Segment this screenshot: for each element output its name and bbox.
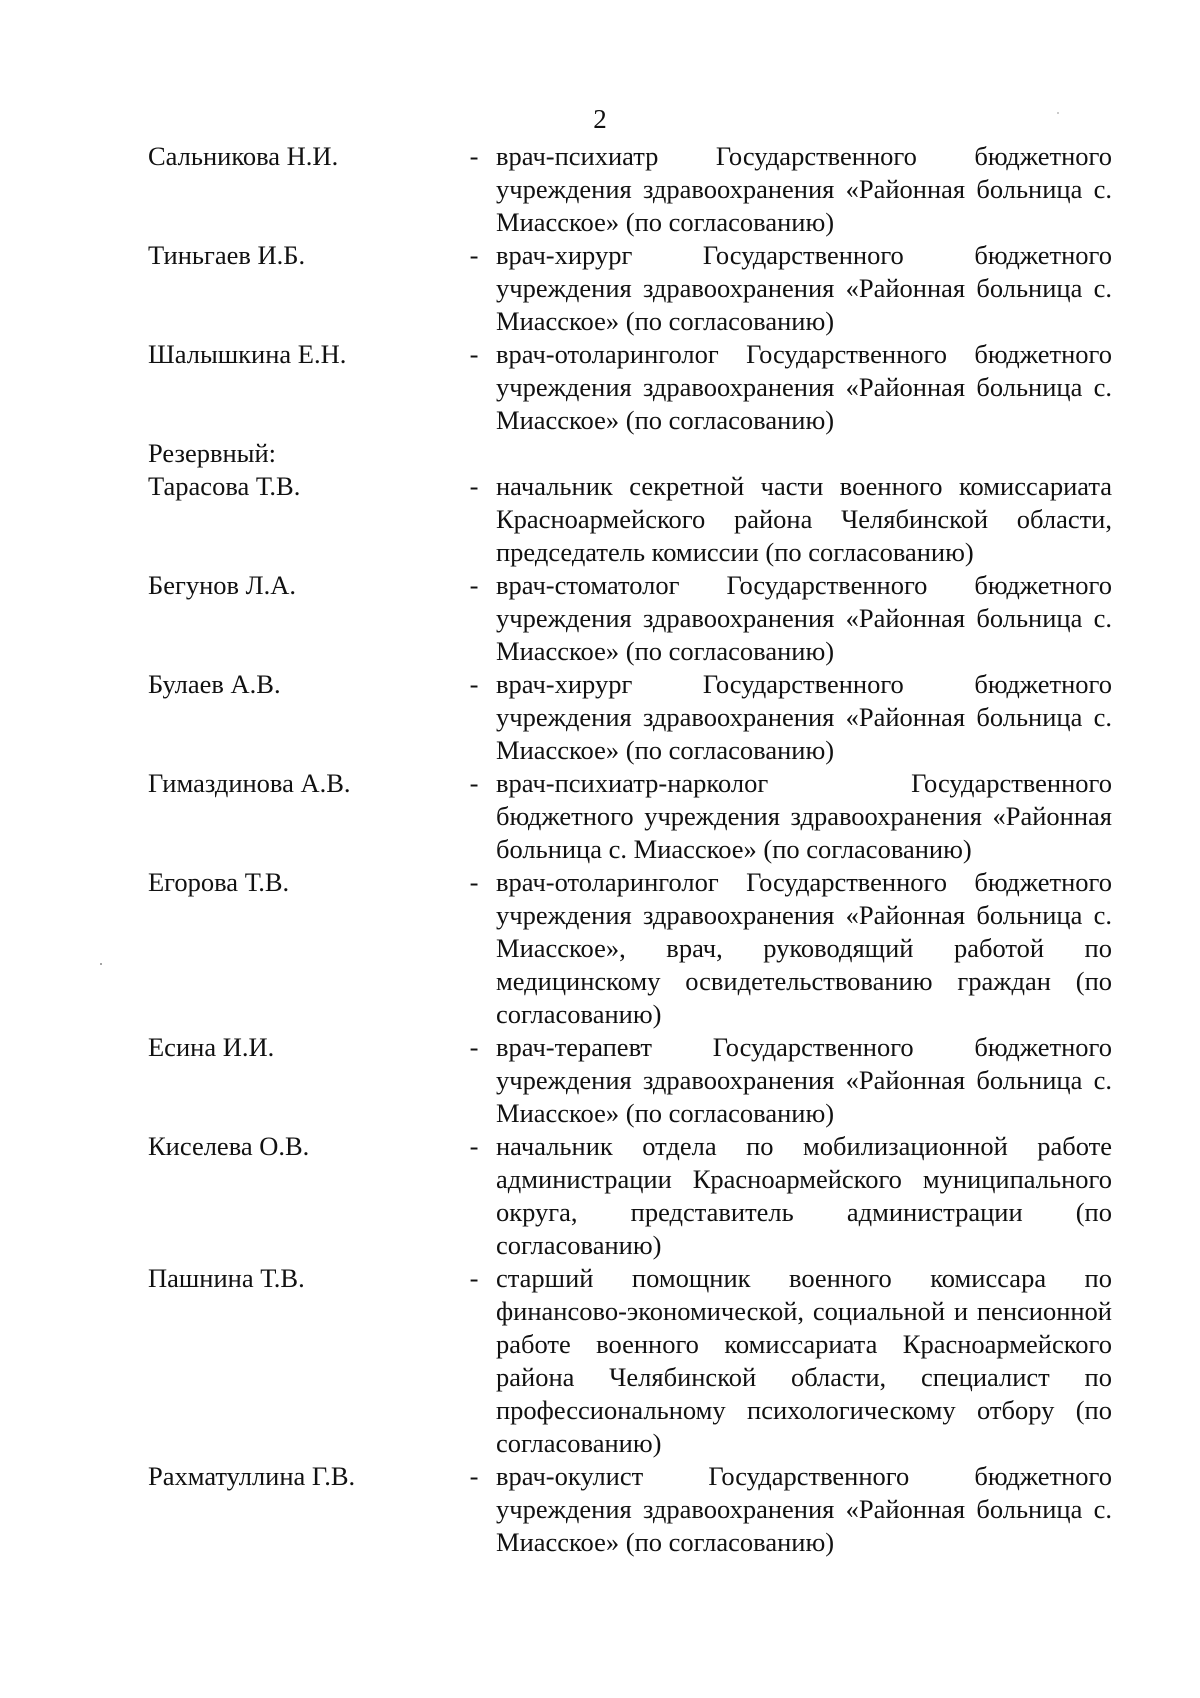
dash-separator: - xyxy=(469,669,479,699)
member-position: старший помощник военного комиссара по финансово-экономической, социальной и пенсионной работе военного комиссариата Красноармейского района Челябинской области, специалист по профессиональному психологическому отбору (по согласованию) xyxy=(496,1263,1112,1458)
dash-separator: - xyxy=(469,570,479,600)
member-name: Пашнина Т.В. xyxy=(148,1263,305,1293)
member-position: врач-психиатр-нарколог Государственного бюджетного учреждения здравоохранения «Районная больница с. Миасское» (по согласованию) xyxy=(496,768,1112,864)
dash-separator: - xyxy=(469,141,479,171)
list-item xyxy=(148,1262,1112,1460)
member-position: начальник отдела по мобилизационной работе администрации Красноармейского муниципального округа, представитель администрации (по согласованию) xyxy=(496,1131,1112,1260)
list-item xyxy=(148,1460,1112,1559)
member-position: врач-хирург Государственного бюджетного учреждения здравоохранения «Районная больница с. Миасское» (по согласованию) xyxy=(496,240,1112,336)
list-item xyxy=(148,569,1112,668)
member-position: врач-отоларинголог Государственного бюджетного учреждения здравоохранения «Районная больница с. Миасское» (по согласованию) xyxy=(496,339,1112,435)
list-item xyxy=(148,239,1112,338)
list-item xyxy=(148,338,1112,437)
dash-separator: - xyxy=(469,471,479,501)
member-name: Бегунов Л.А. xyxy=(148,570,297,600)
scan-speck xyxy=(100,963,102,965)
member-position: начальник секретной части военного комиссариата Красноармейского района Челябинской области, председатель комиссии (по согласованию) xyxy=(496,471,1112,567)
list-item xyxy=(148,866,1112,1031)
member-name: Тиньгаев И.Б. xyxy=(148,240,306,270)
reserve-heading: Резервный: xyxy=(148,438,276,468)
scan-speck xyxy=(1057,112,1059,114)
dash-separator: - xyxy=(469,1131,479,1161)
member-name: Рахматуллина Г.В. xyxy=(148,1461,356,1491)
dash-separator: - xyxy=(469,1032,479,1062)
member-name: Сальникова Н.И. xyxy=(148,141,339,171)
member-name: Егорова Т.В. xyxy=(148,867,290,897)
member-name: Тарасова Т.В. xyxy=(148,471,301,501)
member-name: Шалышкина Е.Н. xyxy=(148,339,347,369)
list-item xyxy=(148,668,1112,767)
member-name: Гимаздинова А.В. xyxy=(148,768,351,798)
member-name: Булаев А.В. xyxy=(148,669,281,699)
member-list xyxy=(148,140,1112,1559)
member-position: врач-отоларинголог Государственного бюджетного учреждения здравоохранения «Районная больница с. Миасское», врач, руководящий работой по медицинскому освидетельствованию граждан (по согласованию) xyxy=(496,867,1112,1029)
member-position: врач-стоматолог Государственного бюджетного учреждения здравоохранения «Районная больница с. Миасское» (по согласованию) xyxy=(496,570,1112,666)
list-item xyxy=(148,1031,1112,1130)
list-item xyxy=(148,1130,1112,1262)
dash-separator: - xyxy=(469,240,479,270)
dash-separator: - xyxy=(469,1263,479,1293)
member-position: врач-терапевт Государственного бюджетного учреждения здравоохранения «Районная больница с. Миасское» (по согласованию) xyxy=(496,1032,1112,1128)
member-name: Есина И.И. xyxy=(148,1032,275,1062)
member-position: врач-окулист Государственного бюджетного учреждения здравоохранения «Районная больница с. Миасское» (по согласованию) xyxy=(496,1461,1112,1557)
list-item xyxy=(148,767,1112,866)
list-item xyxy=(148,140,1112,239)
dash-separator: - xyxy=(469,1461,479,1491)
dash-separator: - xyxy=(469,867,479,897)
list-item xyxy=(148,470,1112,569)
dash-separator: - xyxy=(469,768,479,798)
member-name: Киселева О.В. xyxy=(148,1131,310,1161)
member-position: врач-хирург Государственного бюджетного учреждения здравоохранения «Районная больница с. Миасское» (по согласованию) xyxy=(496,669,1112,765)
page-number: 2 xyxy=(593,104,607,134)
member-position: врач-психиатр Государственного бюджетного учреждения здравоохранения «Районная больница с. Миасское» (по согласованию) xyxy=(496,141,1112,237)
dash-separator: - xyxy=(469,339,479,369)
